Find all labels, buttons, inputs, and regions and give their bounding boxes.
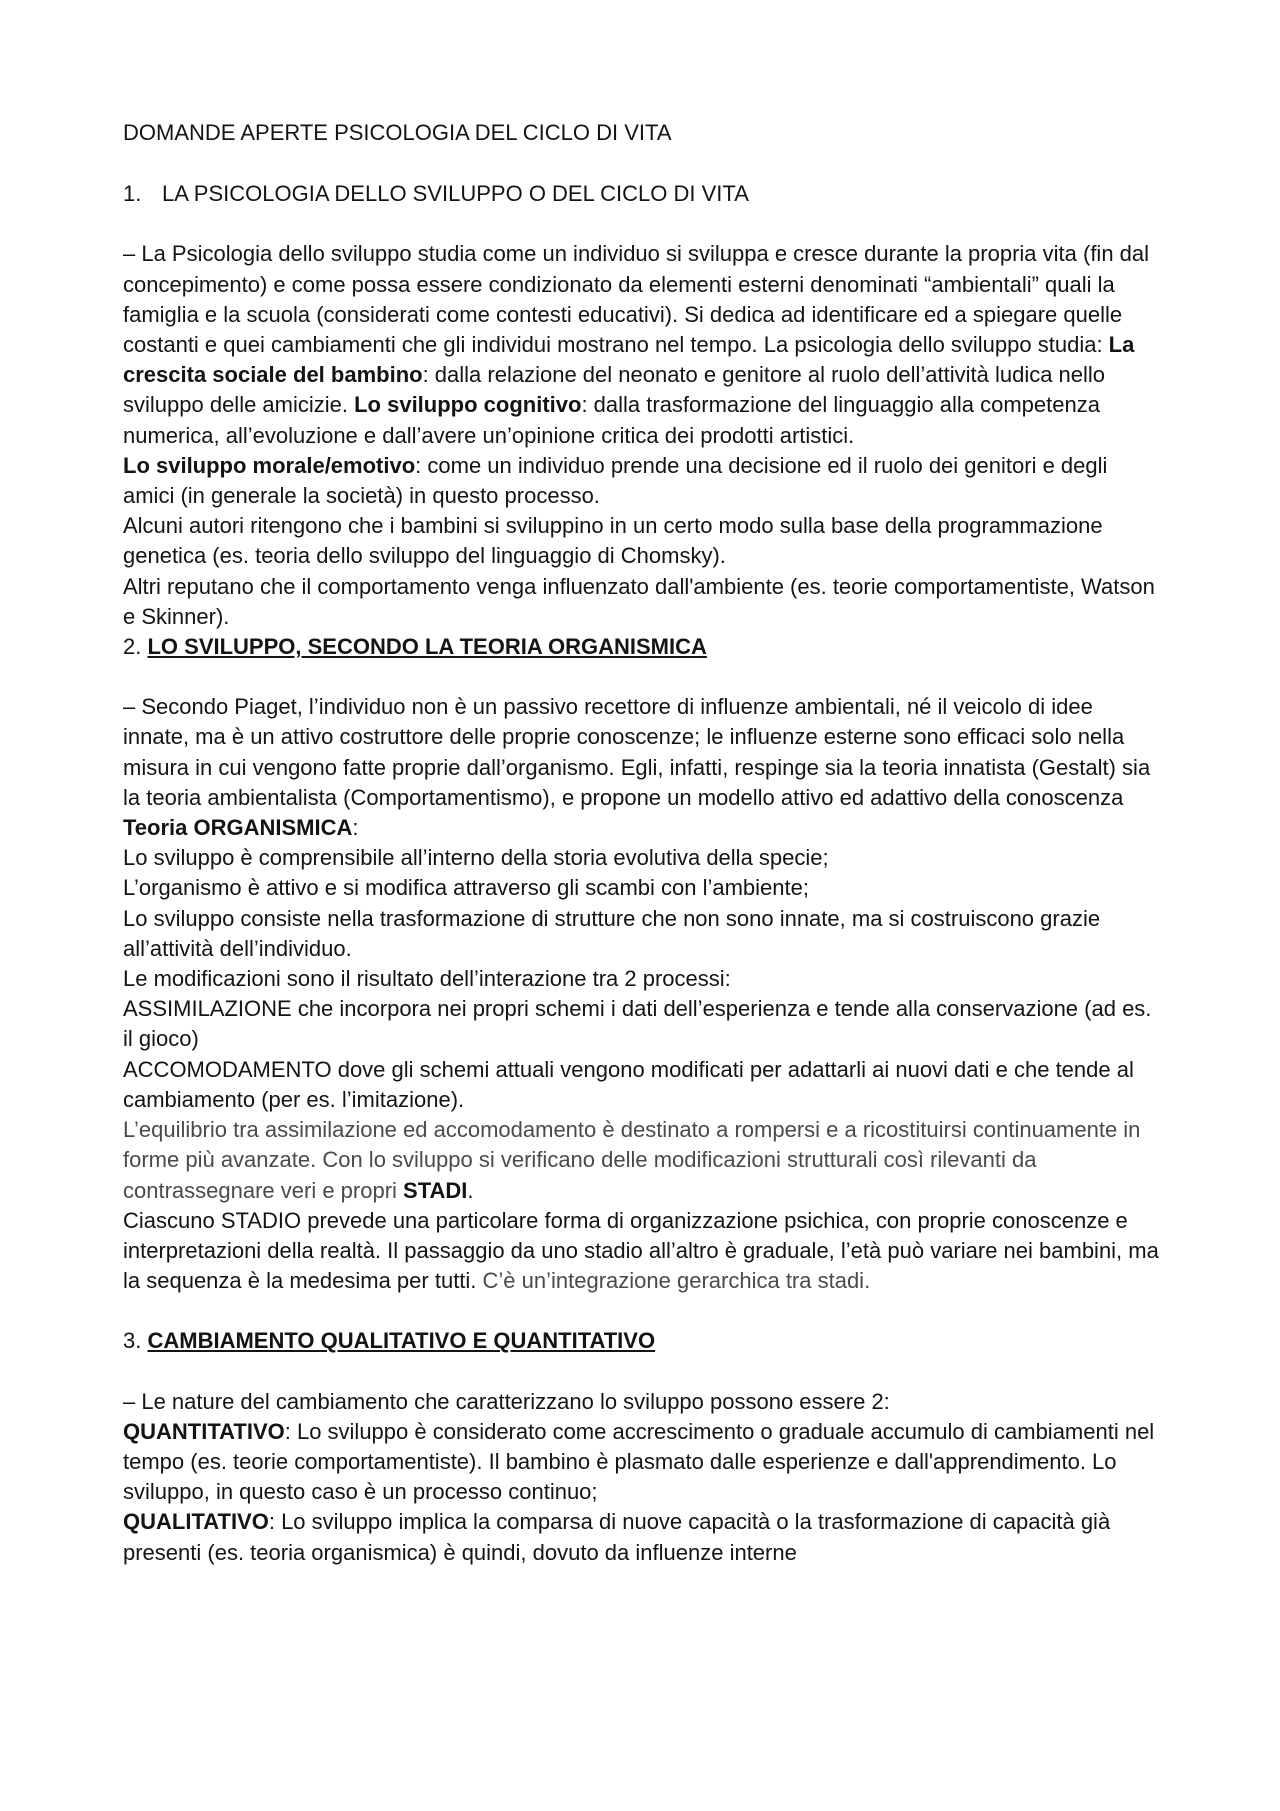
section-2-line-1: Lo sviluppo è comprensibile all’interno della storia evolutiva della specie; bbox=[123, 845, 829, 871]
section-3-heading bbox=[123, 1326, 1163, 1356]
section-2-line-4: Le modificazioni sono il risultato dell’interazione tra 2 processi: bbox=[123, 966, 731, 992]
section-2-equilibrio bbox=[123, 1115, 1163, 1206]
stadio-text: Ciascuno STADIO prevede una particolare forma di organizzazione psichica, con proprie conoscenze e interpretazioni della realtà. Il passaggio da uno stadio all’altro è graduale, l’età può variare nei bambini, ma la sequenza è la medesima per tutti. bbox=[123, 1207, 1159, 1294]
section-2-heading bbox=[123, 632, 1163, 662]
section-2-number: 2. bbox=[123, 634, 142, 660]
section-1-title: LA PSICOLOGIA DELLO SVILUPPO O DEL CICLO DI VITA bbox=[162, 181, 749, 207]
s1-text-b: : dalla relazione del neonato e genitore al ruolo dell’attività ludica nello sviluppo delle amicizie. bbox=[123, 362, 1106, 418]
equilibrio-end: . bbox=[467, 1177, 474, 1203]
section-2-accomodamento: ACCOMODAMENTO dove gli schemi attuali vengono modificati per adattarli ai nuovi dati e che tende al cambiamento (per es. l’imitazione). bbox=[123, 1056, 1134, 1112]
section-1-heading bbox=[123, 179, 1163, 209]
document-title: DOMANDE APERTE PSICOLOGIA DEL CICLO DI VITA bbox=[123, 120, 672, 145]
section-1-p3: Altri reputano che il comportamento venga influenzato dall'ambiente (es. teorie comportamentiste, Watson e Skinner). bbox=[123, 573, 1155, 629]
section-2-title: LO SVILUPPO, SECONDO LA TEORIA ORGANISMICA bbox=[147, 634, 707, 660]
section-2-line-3: Lo sviluppo consiste nella trasformazione di strutture che non sono innate, ma si costruiscono grazie all’attività dell’individuo. bbox=[123, 905, 1101, 961]
teoria-organismica-label: Teoria ORGANISMICA bbox=[123, 815, 353, 841]
section-3-intro: – Le nature del cambiamento che caratterizzano lo sviluppo possono essere 2: bbox=[123, 1388, 890, 1414]
stadi-bold: STADI bbox=[403, 1177, 468, 1203]
section-2-line-2: L’organismo è attivo e si modifica attraverso gli scambi con l’ambiente; bbox=[123, 875, 809, 901]
s1-text-c: : dalla trasformazione del linguaggio alla competenza numerica, all’evoluzione e dall’avere un’opinione critica dei prodotti artistici. bbox=[123, 392, 1100, 448]
section-3-title: CAMBIAMENTO QUALITATIVO E QUANTITATIVO bbox=[147, 1328, 656, 1354]
s1-bold-cognitivo: Lo sviluppo cognitivo bbox=[354, 392, 582, 418]
qualitativo-label: QUALITATIVO bbox=[123, 1509, 269, 1535]
section-1-morale bbox=[123, 451, 1163, 511]
quantitativo-label: QUANTITATIVO bbox=[123, 1418, 285, 1444]
teoria-colon: : bbox=[352, 815, 359, 841]
section-3-number: 3. bbox=[123, 1328, 142, 1354]
s1-bold-crescita: La crescita sociale del bambino bbox=[123, 332, 1135, 388]
s1-bold-morale: Lo sviluppo morale/emotivo bbox=[123, 452, 416, 478]
section-2-teoria bbox=[123, 813, 1163, 843]
stadio-grey-text: C’è un’integrazione gerarchica tra stadi. bbox=[482, 1268, 871, 1294]
quantitativo-text: : Lo sviluppo è considerato come accrescimento o graduale accumulo di cambiamenti nel tempo (es. teorie comportamentiste). Il bambino è plasmato dalle esperienze e dall'apprendimento. Lo sviluppo, in questo caso è un processo continuo; bbox=[123, 1418, 1155, 1505]
section-2-stadio bbox=[123, 1206, 1163, 1297]
section-1-number: 1. bbox=[123, 181, 142, 207]
s1-text-a: – La Psicologia dello sviluppo studia come un individuo si sviluppa e cresce durante la propria vita (fin dal concepimento) e come possa essere condizionato da elementi esterni denominati “ambientali” quali la famiglia e la scuola (considerati come contesti educativi). Si dedica ad identificare ed a spiegare quelle costanti e quei cambiamenti che gli individui mostrano nel tempo. La psicologia dello sviluppo studia: bbox=[123, 241, 1150, 358]
section-3-qualitativo bbox=[123, 1507, 1163, 1567]
s1-text-d: : come un individuo prende una decisione ed il ruolo dei genitori e degli amici (in generale la società) in questo processo. bbox=[123, 452, 1108, 509]
section-3-quantitativo bbox=[123, 1417, 1163, 1508]
section-1-p2: Alcuni autori ritengono che i bambini si sviluppino in un certo modo sulla base della programmazione genetica (es. teoria dello sviluppo del linguaggio di Chomsky). bbox=[123, 513, 1103, 569]
section-1-paragraph bbox=[123, 239, 1163, 450]
document-page bbox=[123, 118, 1163, 1568]
section-2-assimilazione: ASSIMILAZIONE che incorpora nei propri schemi i dati dell’esperienza e tende alla conservazione (ad es. il gioco) bbox=[123, 996, 1152, 1052]
section-2-paragraph: – Secondo Piaget, l’individuo non è un passivo recettore di influenze ambientali, né il veicolo di idee innate, ma è un attivo costruttore delle proprie conoscenze; le influenze esterne sono efficaci solo nella misura in cui vengono fatte proprie dall’organismo. Egli, infatti, respinge sia la teoria innatista (Gestalt) sia la teoria ambientalista (Comportamentismo), e propone un modello attivo ed adattivo della conoscenza bbox=[123, 694, 1151, 810]
qualitativo-text: : Lo sviluppo implica la comparsa di nuove capacità o la trasformazione di capacità già presenti (es. teoria organismica) è quindi, dovuto da influenze interne bbox=[123, 1509, 1111, 1565]
equilibrio-text: L’equilibrio tra assimilazione ed accomodamento è destinato a rompersi e a ricostituirsi continuamente in forme più avanzate. Con lo sviluppo si verificano delle modificazioni strutturali così rilevanti da contrassegnare veri e propri bbox=[123, 1117, 1141, 1203]
